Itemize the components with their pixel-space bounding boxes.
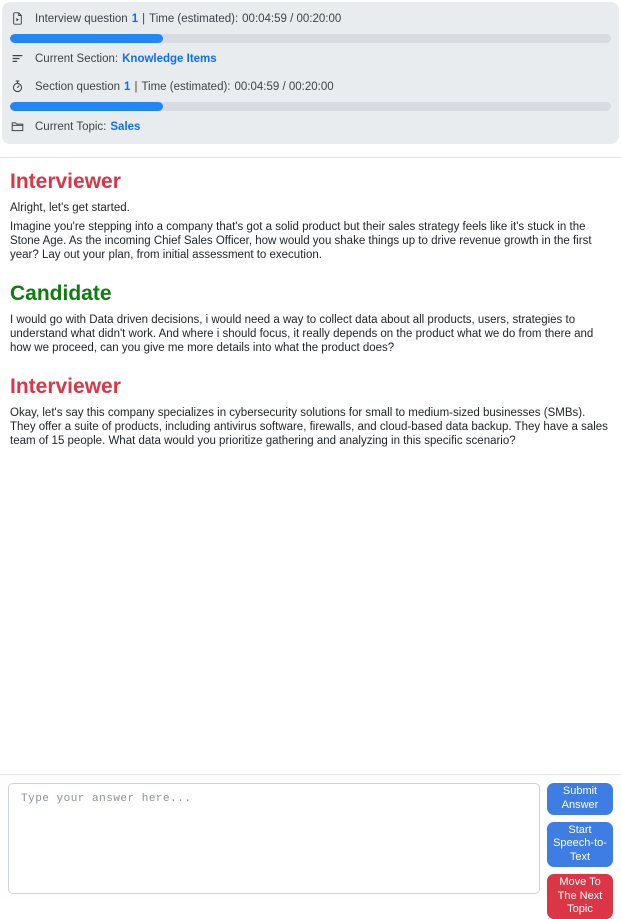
current-section-row [10,48,611,69]
section-time-value: 00:04:59 / 00:20:00 [234,80,334,93]
document-icon [10,12,24,26]
section-question-row [10,76,611,97]
current-section-label: Current Section: [35,52,119,65]
interview-question-number: 1 [131,12,139,25]
interview-progress-bar [10,34,611,43]
separator: | [142,12,146,25]
current-topic-value: Sales [110,120,141,133]
filter-lines-icon [10,52,24,66]
message-paragraph: I would go with Data driven decisions, i would need a way to collect data about all products, users, strategies to understand what didn't work. And where i should focus, it really depends on the product what we do from there and how we proceed, can you give me more details into what the product does? [10,314,594,355]
interview-status-card [2,2,619,144]
conversation-transcript [0,157,621,448]
separator: | [134,80,138,93]
section-progress-bar [10,102,611,111]
role-heading-interviewer: Interviewer [10,375,121,399]
answer-panel [0,774,621,916]
interview-time-value: 00:04:59 / 00:20:00 [242,12,342,25]
role-heading-interviewer: Interviewer [10,170,121,193]
move-to-next-topic-button[interactable]: Move To The Next Topic [547,874,613,919]
current-topic-label: Current Topic: [35,120,107,133]
answer-input[interactable] [8,783,540,894]
interview-question-row [10,8,611,29]
start-speech-to-text-button[interactable]: Start Speech-to-Text [547,822,613,867]
folder-icon [10,120,24,134]
interview-question-label: Interview question [35,12,128,25]
message-paragraph: Alright, let's get started. [10,202,130,215]
message-paragraph: Okay, let's say this company specializes in cybersecurity solutions for small to medium-sized businesses (SMBs). They offer a suite of products, including antivirus software, firewalls, and cloud-based data backup. They have a sales team of 15 people. What data would you prioritize gathering and analyzing in this specific scenario? [10,407,608,448]
message-interviewer-1 [10,170,611,262]
interview-time-label: Time (estimated): [149,12,239,25]
message-paragraph: Imagine you're stepping into a company that's got a solid product but their sales strategy feels like it's stuck in the Stone Age. As the incoming Chief Sales Officer, how would you shake things up to drive revenue growth in the first year? Lay out your plan, from initial assessment to execution. [10,221,592,262]
submit-answer-button[interactable]: Submit Answer [547,783,613,815]
current-section-value: Knowledge Items [122,52,217,65]
message-interviewer-2 [10,375,611,448]
section-question-label: Section question [35,80,121,93]
role-heading-candidate: Candidate [10,282,112,306]
section-progress-fill [10,102,163,111]
message-candidate-1 [10,282,611,355]
interview-progress-fill [10,34,163,43]
answer-buttons [547,783,613,916]
stopwatch-icon [10,80,24,94]
section-question-number: 1 [124,80,131,93]
current-topic-row [10,116,611,137]
section-time-label: Time (estimated): [141,80,231,93]
